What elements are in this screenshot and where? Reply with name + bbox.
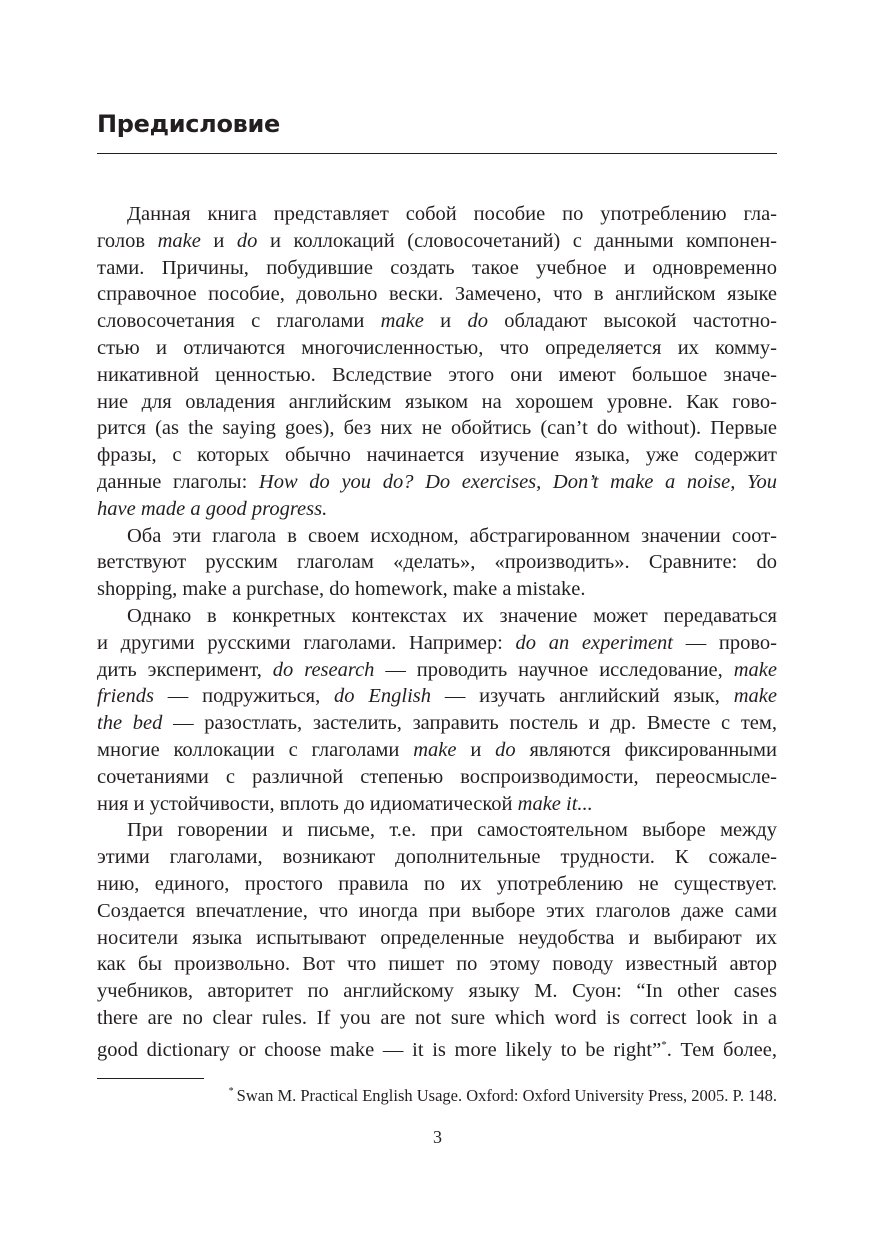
page-title: Предисловие xyxy=(97,110,281,138)
text-run: и xyxy=(423,310,468,333)
text-line xyxy=(97,925,777,952)
italic-text: make xyxy=(157,229,201,252)
text-line xyxy=(97,442,777,469)
page-number: 3 xyxy=(433,1127,442,1147)
paragraph xyxy=(97,817,777,1061)
text-run: — проводить научное исследование, xyxy=(374,658,734,681)
italic-text: do xyxy=(467,310,488,333)
text-line xyxy=(97,335,777,362)
italic-text: do English xyxy=(334,685,432,708)
text-run: как бы произвольно. Вот что пишет по этому поводу известный автор xyxy=(97,953,777,976)
italic-text: make xyxy=(413,738,457,761)
text-line xyxy=(97,523,777,550)
text-run: голов xyxy=(97,229,158,252)
text-line xyxy=(97,791,777,818)
italic-text: make xyxy=(733,685,777,708)
text-run: этими глаголами, возникают дополнительные трудности. К сожале- xyxy=(97,846,777,869)
paragraph xyxy=(97,603,777,817)
text-run: . Тем более, xyxy=(666,1038,777,1061)
text-run: shopping, make a purchase, do homework, make a mistake. xyxy=(97,578,586,601)
text-run: и коллокаций (словосочетаний) с данными компонен- xyxy=(257,229,777,252)
text-run: рится (as the saying goes), без них не обойтись (can’t do without). Первые xyxy=(97,417,777,440)
italic-text: friends xyxy=(97,685,154,708)
text-line xyxy=(97,496,777,523)
text-line xyxy=(97,469,777,496)
paragraph xyxy=(97,523,777,603)
text-line xyxy=(97,362,777,389)
title-divider xyxy=(97,153,777,154)
text-line xyxy=(97,255,777,282)
text-run: и другими русскими глаголами. Например: xyxy=(97,631,516,654)
text-run: обладают высокой частотно- xyxy=(487,310,777,333)
italic-text: do xyxy=(495,738,516,761)
text-run: словосочетания с глаголами xyxy=(97,310,381,333)
text-run: являются фиксированными xyxy=(515,738,778,761)
text-run: ветствуют русским глаголам «делать», «производить». Сравните: do xyxy=(97,551,777,574)
italic-text: make it... xyxy=(517,792,593,815)
text-run: учебников, авторитет по английскому языку М. Суон: “In other cases xyxy=(97,980,777,1003)
text-line xyxy=(97,764,777,791)
footnote xyxy=(97,1086,777,1106)
footnote-reference: * xyxy=(661,1038,667,1051)
text-run: и xyxy=(200,229,237,252)
footnote-mark: * xyxy=(228,1086,234,1097)
text-line xyxy=(97,657,777,684)
text-run: дить эксперимент, xyxy=(97,658,273,681)
text-line xyxy=(97,228,777,255)
text-run: — изучать английский язык, xyxy=(431,685,734,708)
text-line xyxy=(97,549,777,576)
text-line xyxy=(97,683,777,710)
text-run: фразы, с которых обычно начинается изучение языка, уже содержит xyxy=(97,444,777,467)
text-line xyxy=(97,603,777,630)
text-line xyxy=(97,415,777,442)
text-run: При говорении и письме, т.е. при самостоятельном выборе между xyxy=(127,819,777,842)
text-run: многие коллокации с глаголами xyxy=(97,738,414,761)
text-line xyxy=(97,871,777,898)
text-run: Однако в конкретных контекстах их значение может передаваться xyxy=(127,604,777,627)
text-run: — разостлать, застелить, заправить постель и др. Вместе с тем, xyxy=(162,712,777,735)
text-line xyxy=(97,737,777,764)
text-line xyxy=(97,898,777,925)
text-run: Данная книга представляет собой пособие по употреблению гла- xyxy=(127,203,777,225)
text-line xyxy=(97,630,777,657)
text-run: Оба эти глагола в своем исходном, абстрагированном значении соот- xyxy=(127,524,777,547)
text-run: сочетаниями с различной степенью воспроизводимости, переосмысле- xyxy=(97,765,777,788)
text-line xyxy=(97,389,777,416)
text-run: — прово- xyxy=(673,631,777,654)
text-line xyxy=(97,1005,777,1032)
text-run: нию, единого, простого правила по их употреблению не существует. xyxy=(97,872,777,895)
text-run: данные глаголы: xyxy=(97,470,259,493)
text-run: и xyxy=(456,738,496,761)
italic-text: the bed xyxy=(97,712,163,735)
text-line xyxy=(97,817,777,844)
text-line xyxy=(97,308,777,335)
text-run: good dictionary or choose make — it is more likely to be right” xyxy=(97,1038,662,1061)
text-run: справочное пособие, довольно вески. Замечено, что в английском языке xyxy=(97,283,777,306)
text-run: ние для овладения английским языком на хорошем уровне. Как гово- xyxy=(97,390,777,413)
text-run: Создается впечатление, что иногда при выборе этих глаголов даже сами xyxy=(97,899,777,922)
italic-text: How do you do? Do exercises, Don’t make a noise, You xyxy=(258,470,777,493)
italic-text: make xyxy=(380,310,424,333)
text-run: тами. Причины, побудившие создать такое учебное и одновременно xyxy=(97,256,777,279)
text-line xyxy=(97,201,777,228)
text-run: ния и устойчивости, вплоть до идиоматической xyxy=(97,792,518,815)
paragraph xyxy=(97,201,777,523)
footnote-divider xyxy=(97,1078,204,1079)
footnote-text: Swan M. Practical English Usage. Oxford: Oxford University Press, 2005. P. 148. xyxy=(236,1086,777,1105)
text-line xyxy=(97,844,777,871)
text-line xyxy=(97,576,777,603)
body-text xyxy=(97,201,777,1059)
text-run: никативной ценностью. Вследствие этого они имеют большое значе- xyxy=(97,363,777,386)
italic-text: have made a good progress. xyxy=(97,497,328,520)
text-run: there are no clear rules. If you are not sure which word is correct look in a xyxy=(97,1006,777,1029)
text-run: носители языка испытывают определенные неудобства и выбирают их xyxy=(97,926,777,949)
italic-text: do xyxy=(236,229,258,252)
text-run: — подружиться, xyxy=(153,685,335,708)
italic-text: do research xyxy=(272,658,375,681)
text-line xyxy=(97,978,777,1005)
italic-text: do an experiment xyxy=(515,631,674,654)
italic-text: make xyxy=(733,658,777,681)
text-line xyxy=(97,951,777,978)
text-line xyxy=(97,281,777,308)
text-run: стью и отличаются многочисленностью, что определяется их комму- xyxy=(97,336,777,359)
text-line xyxy=(97,1032,777,1059)
text-line xyxy=(97,710,777,737)
